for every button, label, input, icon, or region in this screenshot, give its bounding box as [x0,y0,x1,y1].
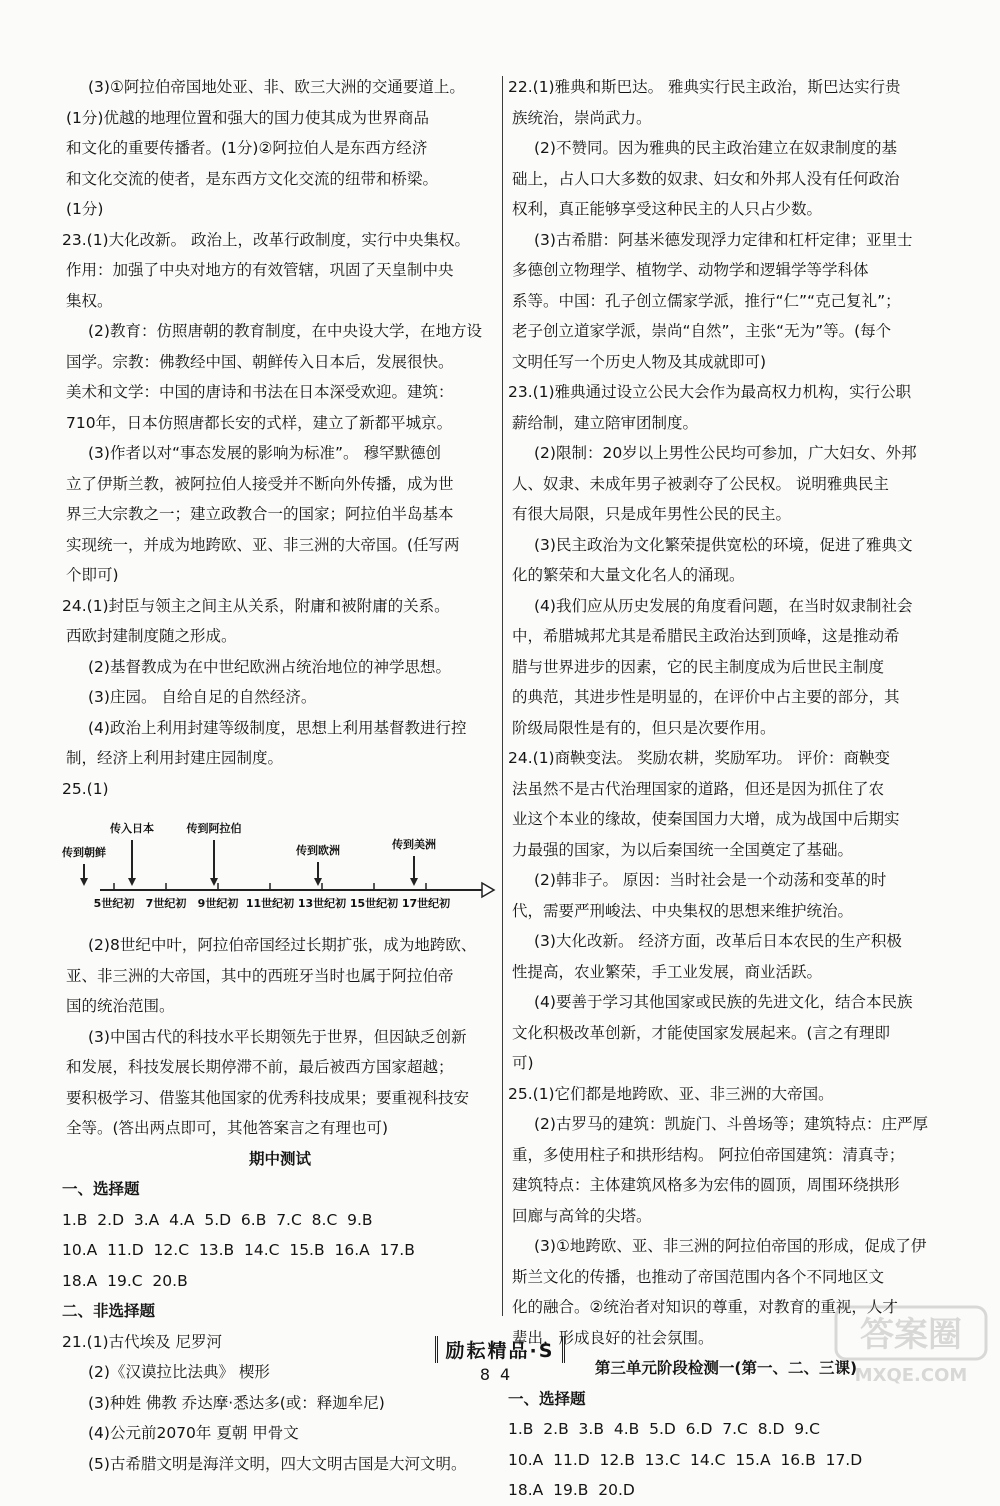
timeline-event-label: 传入日本 [110,822,154,835]
section-heading: 一、选择题 [508,1389,586,1408]
answer-line: 1.B 2.D 3.A 4.A 5.D 6.B 7.C 8.C 9.B [62,1210,373,1229]
answer-line: 斯兰文化的传播，也推动了帝国范围内各个不同地区文 [512,1267,885,1286]
answer-line: 有很大局限，只是成年男性公民的民主。 [512,505,792,523]
timeline-event-label: 传到阿拉伯 [186,822,242,835]
answer-line: 重，多使用柱子和拱形结构。 阿拉伯帝国建筑：清真寺； [512,1145,905,1164]
answer-line: 阶级局限性是有的，但只是次要作用。 [512,718,776,737]
answer-line: 10.A 11.D 12.B 13.C 14.C 15.A 16.B 17.D [508,1450,863,1469]
answer-line: (3)古希腊：阿基米德发现浮力定律和杠杆定律；亚里士 [534,230,913,249]
timeline-arrowhead [482,883,494,897]
answer-line: 和文化的重要传播者。(1分)②阿拉伯人是东西方经济 [66,139,428,157]
answer-line: 1.B 2.B 3.B 4.B 5.D 6.D 7.C 8.D 9.C [508,1420,820,1438]
answer-line: 性提高，农业繁荣，手工业发展，商业活跃。 [512,962,823,981]
section-title: 第三单元阶段检测一(第一、二、三课) [594,1359,858,1377]
answer-line: 文化积极改革创新，才能使国家发展起来。(言之有理即 [512,1023,891,1042]
answer-line: (3)庄园。 自给自足的自然经济。 [88,688,317,706]
answer-line: 化的繁荣和大量文化名人的涌现。 [512,566,745,584]
answer-line: 多德创立物理学、植物学、动物学和逻辑学等学科体 [512,261,869,279]
answer-line: (1分) [66,200,104,218]
answer-line: 界三大宗教之一；建立政教合一的国家；阿拉伯半岛基本 [66,505,454,523]
answer-line: 回廊与高耸的尖塔。 [512,1206,652,1225]
answer-line: (2)教育：仿照唐朝的教育制度，在中央设大学，在地方设 [88,322,482,340]
answer-line: (2)限制：20岁以上男性公民均可参加，广大妇女、外邦 [534,444,917,462]
section-heading: 一、选择题 [62,1180,140,1198]
answer-line: (1分)优越的地理位置和强大的国力使其成为世界商品 [66,108,429,127]
answer-line: 力最强的国家，为以后秦国统一全国奠定了基础。 [512,840,854,859]
answer-line: (4)我们应从历史发展的角度看问题，在当时奴隶制社会 [534,596,913,615]
answer-line: 24.(1)商鞅变法。 奖励农耕，奖励军功。 评价：商鞅变 [508,749,890,767]
answer-line: 全等。(答出两点即可，其他答案言之有理也可) [66,1119,389,1137]
answer-line: 和发展，科技发展长期停滞不前，最后被西方国家超越； [66,1058,454,1076]
timeline-event-arrowhead [210,878,218,886]
watermark-logo [832,1301,992,1389]
answer-line: (3)种姓 佛教 乔达摩·悉达多(或：释迦牟尼) [88,1393,385,1412]
timeline-tick-label: 9世纪初 [197,897,239,910]
answer-line: (5)古希腊文明是海洋文明，四大文明古国是大河文明。 [88,1454,467,1473]
answer-line: 化的融合。②统治者对知识的尊重，对教育的重视，人才 [512,1298,898,1316]
answer-line: (2)《汉谟拉比法典》 楔形 [88,1363,270,1381]
watermark-text: 答案圈 [860,1315,962,1355]
answer-line: (2)基督教成为在中世纪欧洲占统治地位的神学思想。 [88,657,451,676]
timeline-diagram [62,806,498,926]
left-answers-part1 [62,72,498,804]
answer-line: 建筑特点：主体建筑风格多为宏伟的圆顶，周围环绕拱形 [512,1176,900,1194]
answer-line: (4)政治上利用封建等级制度，思想上利用基督教进行控 [88,718,467,737]
timeline-event-arrowhead [410,878,418,886]
left-answers-part2 [62,930,498,1479]
answer-line: 辈出，形成良好的社会氛围。 [512,1328,714,1347]
answer-line: 亚、非三洲的大帝国，其中的西班牙当时也属于阿拉伯帝 [66,966,454,985]
answer-line: 美术和文学：中国的唐诗和书法在日本深受欢迎。建筑： [66,383,454,401]
answer-line: (3)作者以对“事态发展的影响为标准”。 穆罕默德创 [88,444,441,462]
watermark-sub: MXQE.COM [854,1365,968,1386]
answer-line: 要积极学习、借鉴其他国家的优秀科技成果；要重视科技安 [66,1088,470,1107]
brand-logo: 励耘精品·S [435,1336,566,1363]
answer-line: 族统治，崇尚武力。 [512,108,652,127]
answer-line: (2)古罗马的建筑：凯旋门、斗兽场等；建筑特点：庄严厚 [534,1115,928,1133]
left-column [62,72,498,1479]
section-heading: 二、非选择题 [62,1302,156,1320]
answer-line: 业这个本业的缘故，使秦国国力大增，成为战国中后期实 [512,810,900,828]
timeline-tick-label: 15世纪初 [349,897,399,910]
timeline-tick-label: 11世纪初 [245,897,295,910]
timeline-event-label: 传到欧洲 [296,844,340,857]
answer-line: (2)不赞同。因为雅典的民主政治建立在奴隶制度的基 [534,139,897,157]
answer-line: 21.(1)古代埃及 尼罗河 [62,1332,223,1351]
answer-line: 可) [512,1054,534,1072]
answer-line: 18.A 19.B 20.D [508,1481,635,1499]
answer-line: (2)8世纪中叶，阿拉伯帝国经过长期扩张，成为地跨欧、 [88,936,477,954]
answer-line: 制，经济上利用封建庄园制度。 [66,749,284,767]
timeline-event-label: 传到美洲 [392,838,436,851]
timeline-tick-label: 5世纪初 [93,897,135,910]
answer-line: 710年，日本仿照唐都长安的式样，建立了新都平城京。 [66,413,453,432]
answer-line: 权利，真正能够享受这种民主的人只占少数。 [512,200,823,218]
answer-line: 和文化交流的使者，是东西方文化交流的纽带和桥梁。 [66,169,439,188]
timeline-tick-label: 7世纪初 [145,897,187,910]
answer-line: 23.(1)大化改新。 政治上，改革行政制度，实行中央集权。 [62,230,471,249]
answer-line: 系等。中国：孔子创立儒家学派，推行“仁”“克己复礼”； [512,291,901,310]
answer-line: 18.A 19.C 20.B [62,1271,188,1290]
answer-line: (4)公元前2070年 夏朝 甲骨文 [88,1424,299,1442]
timeline-event-arrowhead [80,878,88,886]
column-divider [502,76,503,1316]
answer-line: 个即可) [66,566,119,584]
answer-line: 25.(1) [62,779,109,798]
timeline-svg [62,806,498,926]
answer-line: 10.A 11.D 12.C 13.B 14.C 15.B 16.A 17.B [62,1241,415,1259]
section-title: 期中测试 [248,1149,311,1168]
answer-line: 人、奴隶、未成年男子被剥夺了公民权。 说明雅典民主 [512,474,889,493]
answer-line: 腊与世界进步的因素，它的民主制度成为后世民主制度 [512,657,885,676]
answer-line: (3)民主政治为文化繁荣提供宽松的环境，促进了雅典文 [534,535,913,554]
answer-line: 国学。宗教：佛教经中国、朝鲜传入日本后，发展很快。 [66,352,454,371]
timeline-event-label: 传到朝鲜 [62,846,106,859]
answer-line: 24.(1)封臣与领主之间主从关系，附庸和被附庸的关系。 [62,596,450,615]
answer-line: (2)韩非子。 原因：当时社会是一个动荡和变革的时 [534,871,887,889]
right-column [508,72,944,1506]
answer-line: 25.(1)它们都是地跨欧、亚、非三洲的大帝国。 [508,1084,834,1103]
answer-line: 文明任写一个历史人物及其成就即可) [512,352,767,371]
answer-line: 立了伊斯兰教，被阿拉伯人接受并不断向外传播，成为世 [66,474,454,493]
answer-line: 老子创立道家学派，崇尚“自然”，主张“无为”等。(每个 [512,322,892,340]
answer-line: 的典范，其进步性是明显的，在评价中占主要的部分，其 [512,688,900,706]
answer-line: 23.(1)雅典通过设立公民大会作为最高权力机构，实行公职 [508,383,912,401]
answer-line: (3)大化改新。 经济方面，改革后日本农民的生产积极 [534,932,902,950]
timeline-tick-label: 13世纪初 [297,897,347,910]
answer-line: (4)要善于学习其他国家或民族的先进文化，结合本民族 [534,993,913,1011]
answer-line: 薪给制，建立陪审团制度。 [512,413,699,432]
answer-line: (3)中国古代的科技水平长期领先于世界，但因缺乏创新 [88,1027,467,1046]
answer-line: 实现统一，并成为地跨欧、亚、非三洲的大帝国。(任写两 [66,535,460,554]
timeline-event-arrowhead [314,878,322,886]
answer-line: 中，希腊城邦尤其是希腊民主政治达到顶峰，这是推动希 [512,627,900,645]
answer-line: 国的统治范围。 [66,997,175,1015]
answer-line: 作用：加强了中央对地方的有效管辖，巩固了天皇制中央 [66,261,454,279]
timeline-event-arrowhead [128,878,136,886]
answer-line: 西欧封建制度随之形成。 [66,627,237,645]
answer-line: (3)①阿拉伯帝国地处亚、非、欧三大洲的交通要道上。 [88,78,465,96]
page-number: 84 [479,1365,521,1384]
answer-line: 集权。 [66,291,113,310]
timeline-tick-label: 17世纪初 [401,897,451,910]
answer-line: 代，需要严刑峻法、中央集权的思想来维护统治。 [512,901,854,920]
answer-line: (3)①地跨欧、亚、非三洲的阿拉伯帝国的形成，促成了伊 [534,1237,927,1255]
answer-line: 法虽然不是古代治理国家的道路，但还是因为抓住了农 [512,779,885,798]
answer-line: 22.(1)雅典和斯巴达。 雅典实行民主政治，斯巴达实行贵 [508,78,901,96]
answer-line: 础上，占人口大多数的奴隶、妇女和外邦人没有任何政治 [512,169,900,188]
